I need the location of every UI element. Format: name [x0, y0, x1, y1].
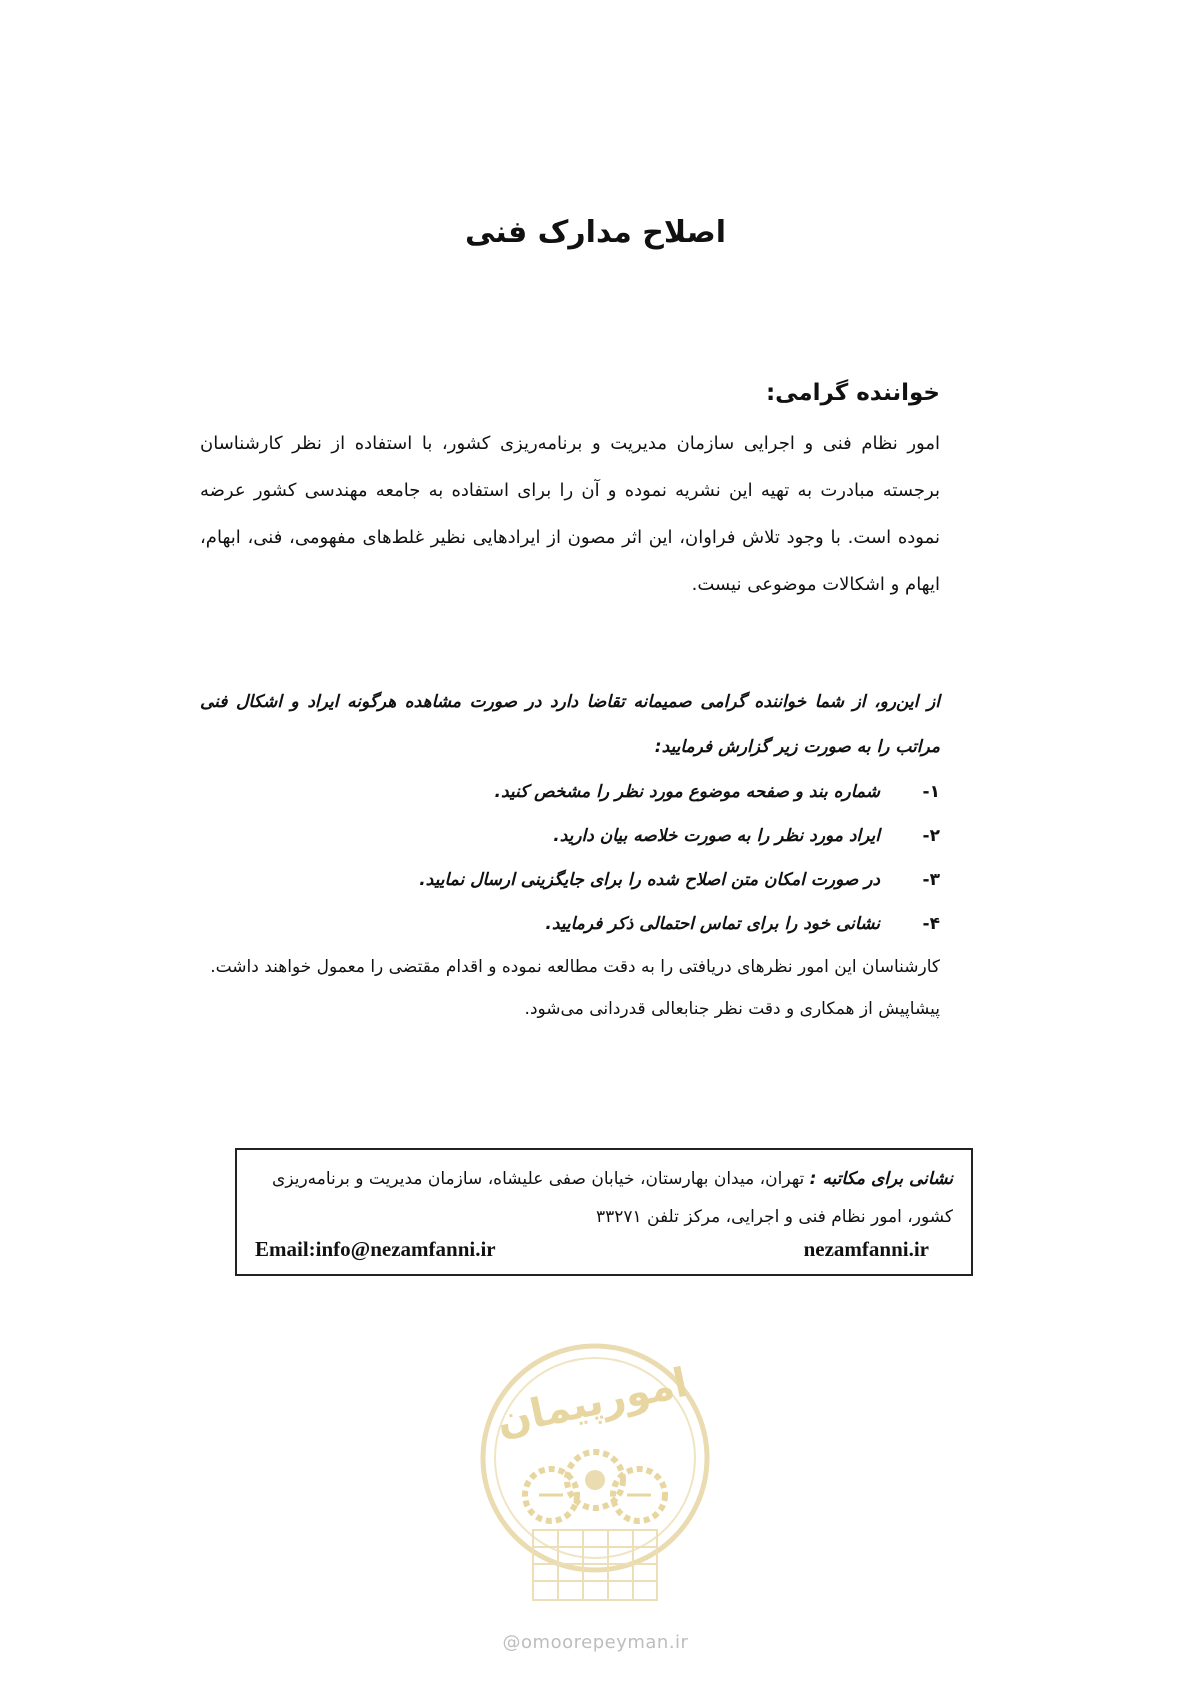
- list-item: [200, 770, 940, 814]
- intro-section: [200, 380, 940, 608]
- list-item-text: شماره بند و صفحه موضوع مورد نظر را مشخص کنید.: [494, 782, 880, 802]
- request-section: [200, 680, 940, 1030]
- contact-links: [255, 1237, 929, 1262]
- contact-box: [235, 1148, 973, 1276]
- list-item-number: ۴-: [922, 914, 940, 934]
- instruction-list: [200, 770, 940, 946]
- watermark-seal-icon: [473, 1330, 718, 1630]
- list-item-text: نشانی خود را برای تماس احتمالی ذکر فرمایید.: [545, 914, 880, 934]
- closing-line: کارشناسان این امور نظرهای دریافتی را به دقت مطالعه نموده و اقدام مقتضی را معمول خواهند داشت.: [210, 957, 940, 977]
- svg-text:امورپیمان: امورپیمان: [492, 1359, 692, 1445]
- thanks-line: پیشاپیش از همکاری و دقت نظر جنابعالی قدردانی می‌شود.: [524, 999, 940, 1019]
- list-item-number: ۲-: [922, 826, 940, 846]
- watermark-caption: @omoorepeyman.ir: [502, 1632, 689, 1653]
- request-paragraph: از این‌رو، از شما خواننده گرامی صمیمانه تقاضا دارد در صورت مشاهده هرگونه ایراد و اشکال فنی مراتب را به صورت زیر گزارش فرمایید:: [200, 692, 940, 757]
- list-item: [200, 858, 940, 902]
- contact-label: نشانی برای مکاتبه :: [809, 1169, 953, 1189]
- list-item-text: در صورت امکان متن اصلاح شده را برای جایگزینی ارسال نمایید.: [419, 870, 880, 890]
- list-item: [200, 902, 940, 946]
- list-item: [200, 814, 940, 858]
- intro-paragraph: امور نظام فنی و اجرایی سازمان مدیریت و برنامه‌ریزی کشور، با استفاده از نظر کارشناسان برجسته مبادرت به تهیه این نشریه نموده و آن را برای استفاده به جامعه مهندسی کشور عرضه نموده است. با وجود تلاش فراوان، این اثر مصون از ایرادهایی نظیر غلط‌های مفهومی، فنی، ابهام، ایهام و اشکالات موضوعی نیست.: [200, 433, 940, 595]
- list-item-number: ۱-: [922, 782, 940, 802]
- greeting-heading: خواننده گرامی:: [765, 380, 940, 406]
- list-item-number: ۳-: [922, 870, 940, 890]
- contact-address: [255, 1160, 953, 1236]
- list-item-text: ایراد مورد نظر را به صورت خلاصه بیان دارید.: [553, 826, 880, 846]
- page-title: اصلاح مدارک فنی: [465, 215, 726, 250]
- website-link[interactable]: nezamfanni.ir: [803, 1237, 929, 1261]
- contact-address-text: تهران، میدان بهارستان، خیابان صفی علیشاه، سازمان مدیریت و برنامه‌ریزی کشور، امور نظام فنی و اجرایی، مرکز تلفن ۳۳۲۷۱: [272, 1169, 953, 1227]
- email-link[interactable]: Email:info@nezamfanni.ir: [255, 1237, 496, 1261]
